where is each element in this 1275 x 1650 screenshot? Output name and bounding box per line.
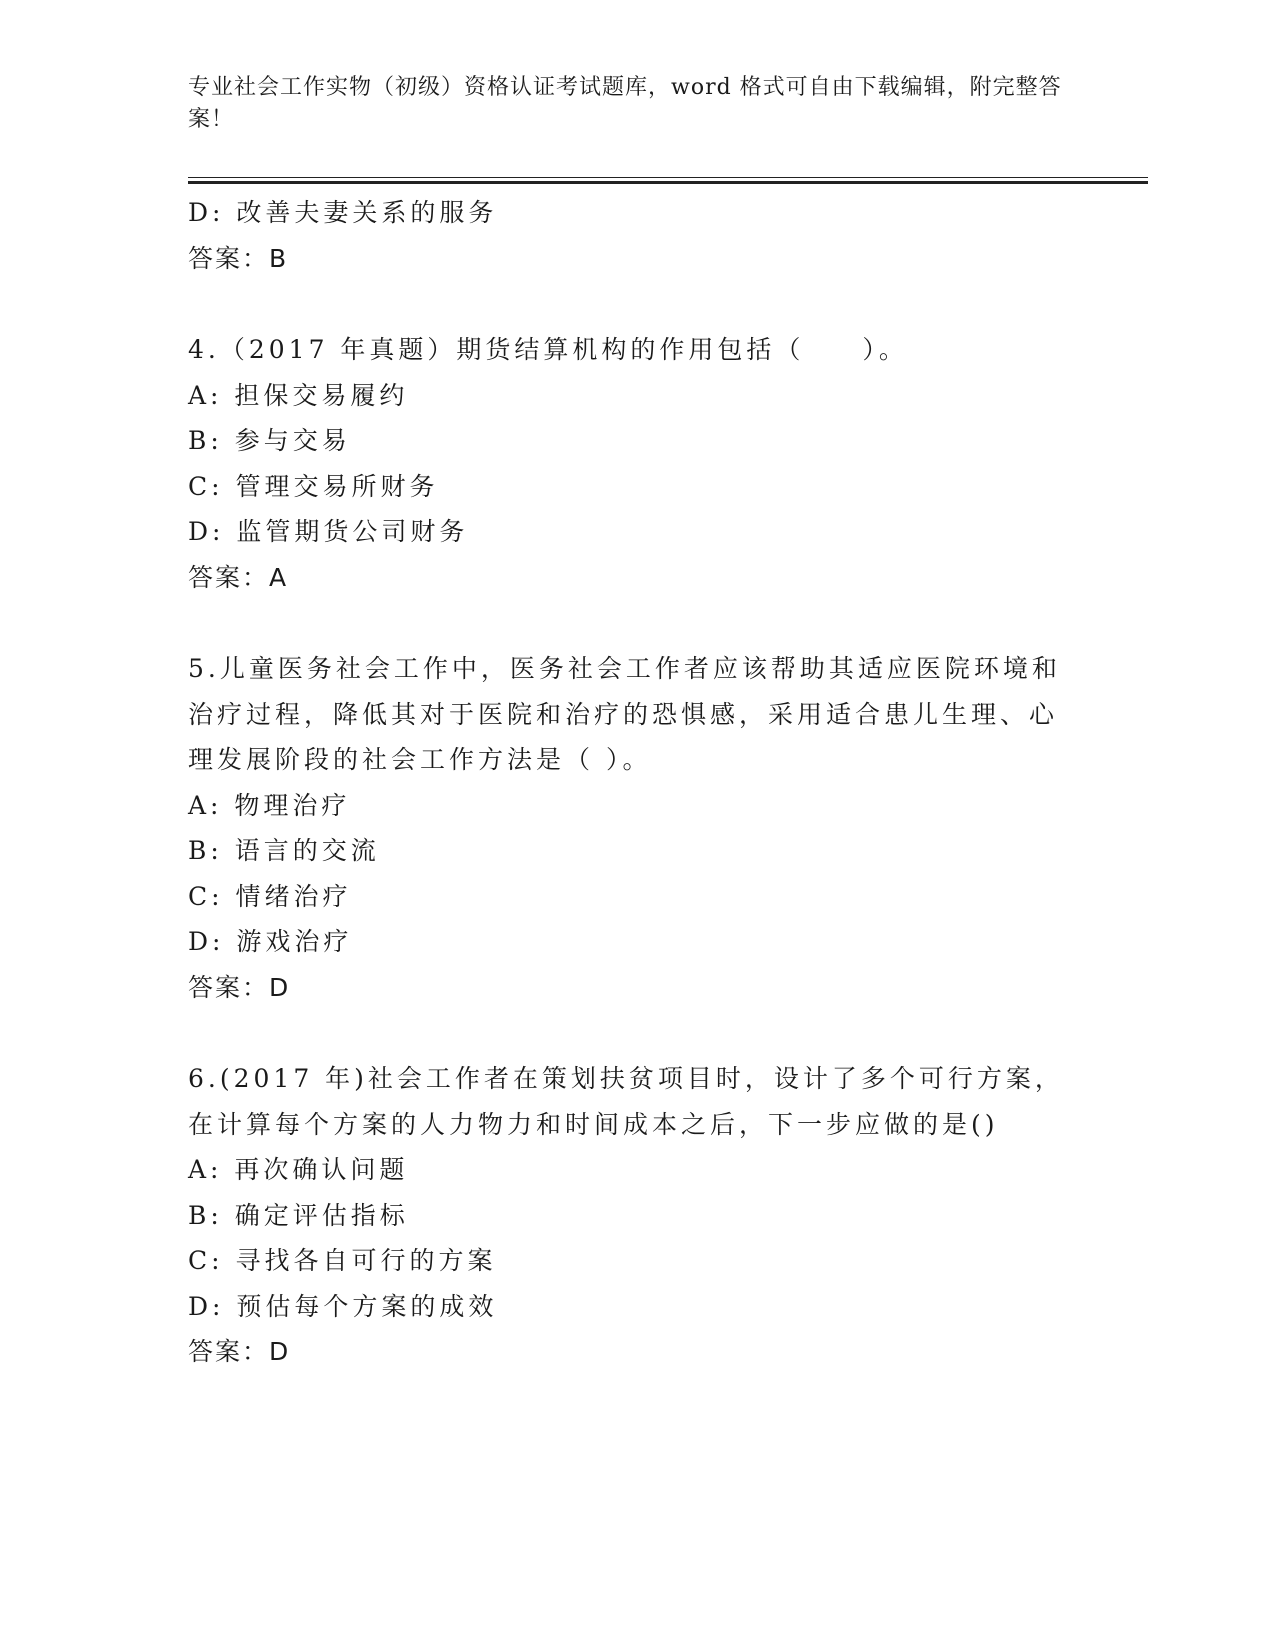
option-a: A: 担保交易履约 (188, 380, 409, 410)
answer-line: 答案：D (188, 972, 291, 1002)
option-d: D: 监管期货公司财务 (188, 517, 469, 546)
question-4 (188, 327, 1068, 600)
question-stem: 4.（2017 年真题）期货结算机构的作用包括（ ）。 (188, 335, 908, 364)
answer-line: 答案：B (188, 243, 289, 273)
answer-line: 答案：A (188, 562, 289, 592)
page-header: 专业社会工作实物（初级）资格认证考试题库，word 格式可自由下载编辑，附完整答案！ (188, 75, 1062, 132)
option-b: B: 确定评估指标 (188, 1200, 409, 1230)
answer-line: 答案：D (188, 1337, 291, 1366)
option-c: C: 寻找各自可行的方案 (188, 1246, 497, 1275)
question-stem: 5.儿童医务社会工作中，医务社会工作者应该帮助其适应医院环境和治疗过程，降低其对于医院和治疗的恐惧感，采用适合患儿生理、心理发展阶段的社会工作方法是（ ）。 (188, 654, 1061, 774)
option-a: A: 物理治疗 (188, 790, 351, 820)
option-c: C: 情绪治疗 (188, 881, 352, 911)
option-c: C: 管理交易所财务 (188, 471, 439, 501)
option-b: B: 参与交易 (188, 426, 351, 455)
option-b: B: 语言的交流 (188, 836, 380, 865)
header-divider-thin (188, 177, 1148, 178)
header-divider-thick (188, 181, 1148, 184)
option-d: D: 改善夫妻关系的服务 (188, 198, 498, 227)
question-content (188, 190, 1088, 1375)
question-stem: 6.(2017 年)社会工作者在策划扶贫项目时，设计了多个可行方案，在计算每个方案的人力物力和时间成本之后，下一步应做的是() (188, 1064, 1064, 1139)
option-d: D: 预估每个方案的成效 (188, 1291, 498, 1321)
question-5 (188, 646, 1068, 1010)
option-d: D: 游戏治疗 (188, 927, 353, 956)
option-a: A: 再次确认问题 (188, 1155, 409, 1184)
question-6 (188, 1056, 1068, 1375)
